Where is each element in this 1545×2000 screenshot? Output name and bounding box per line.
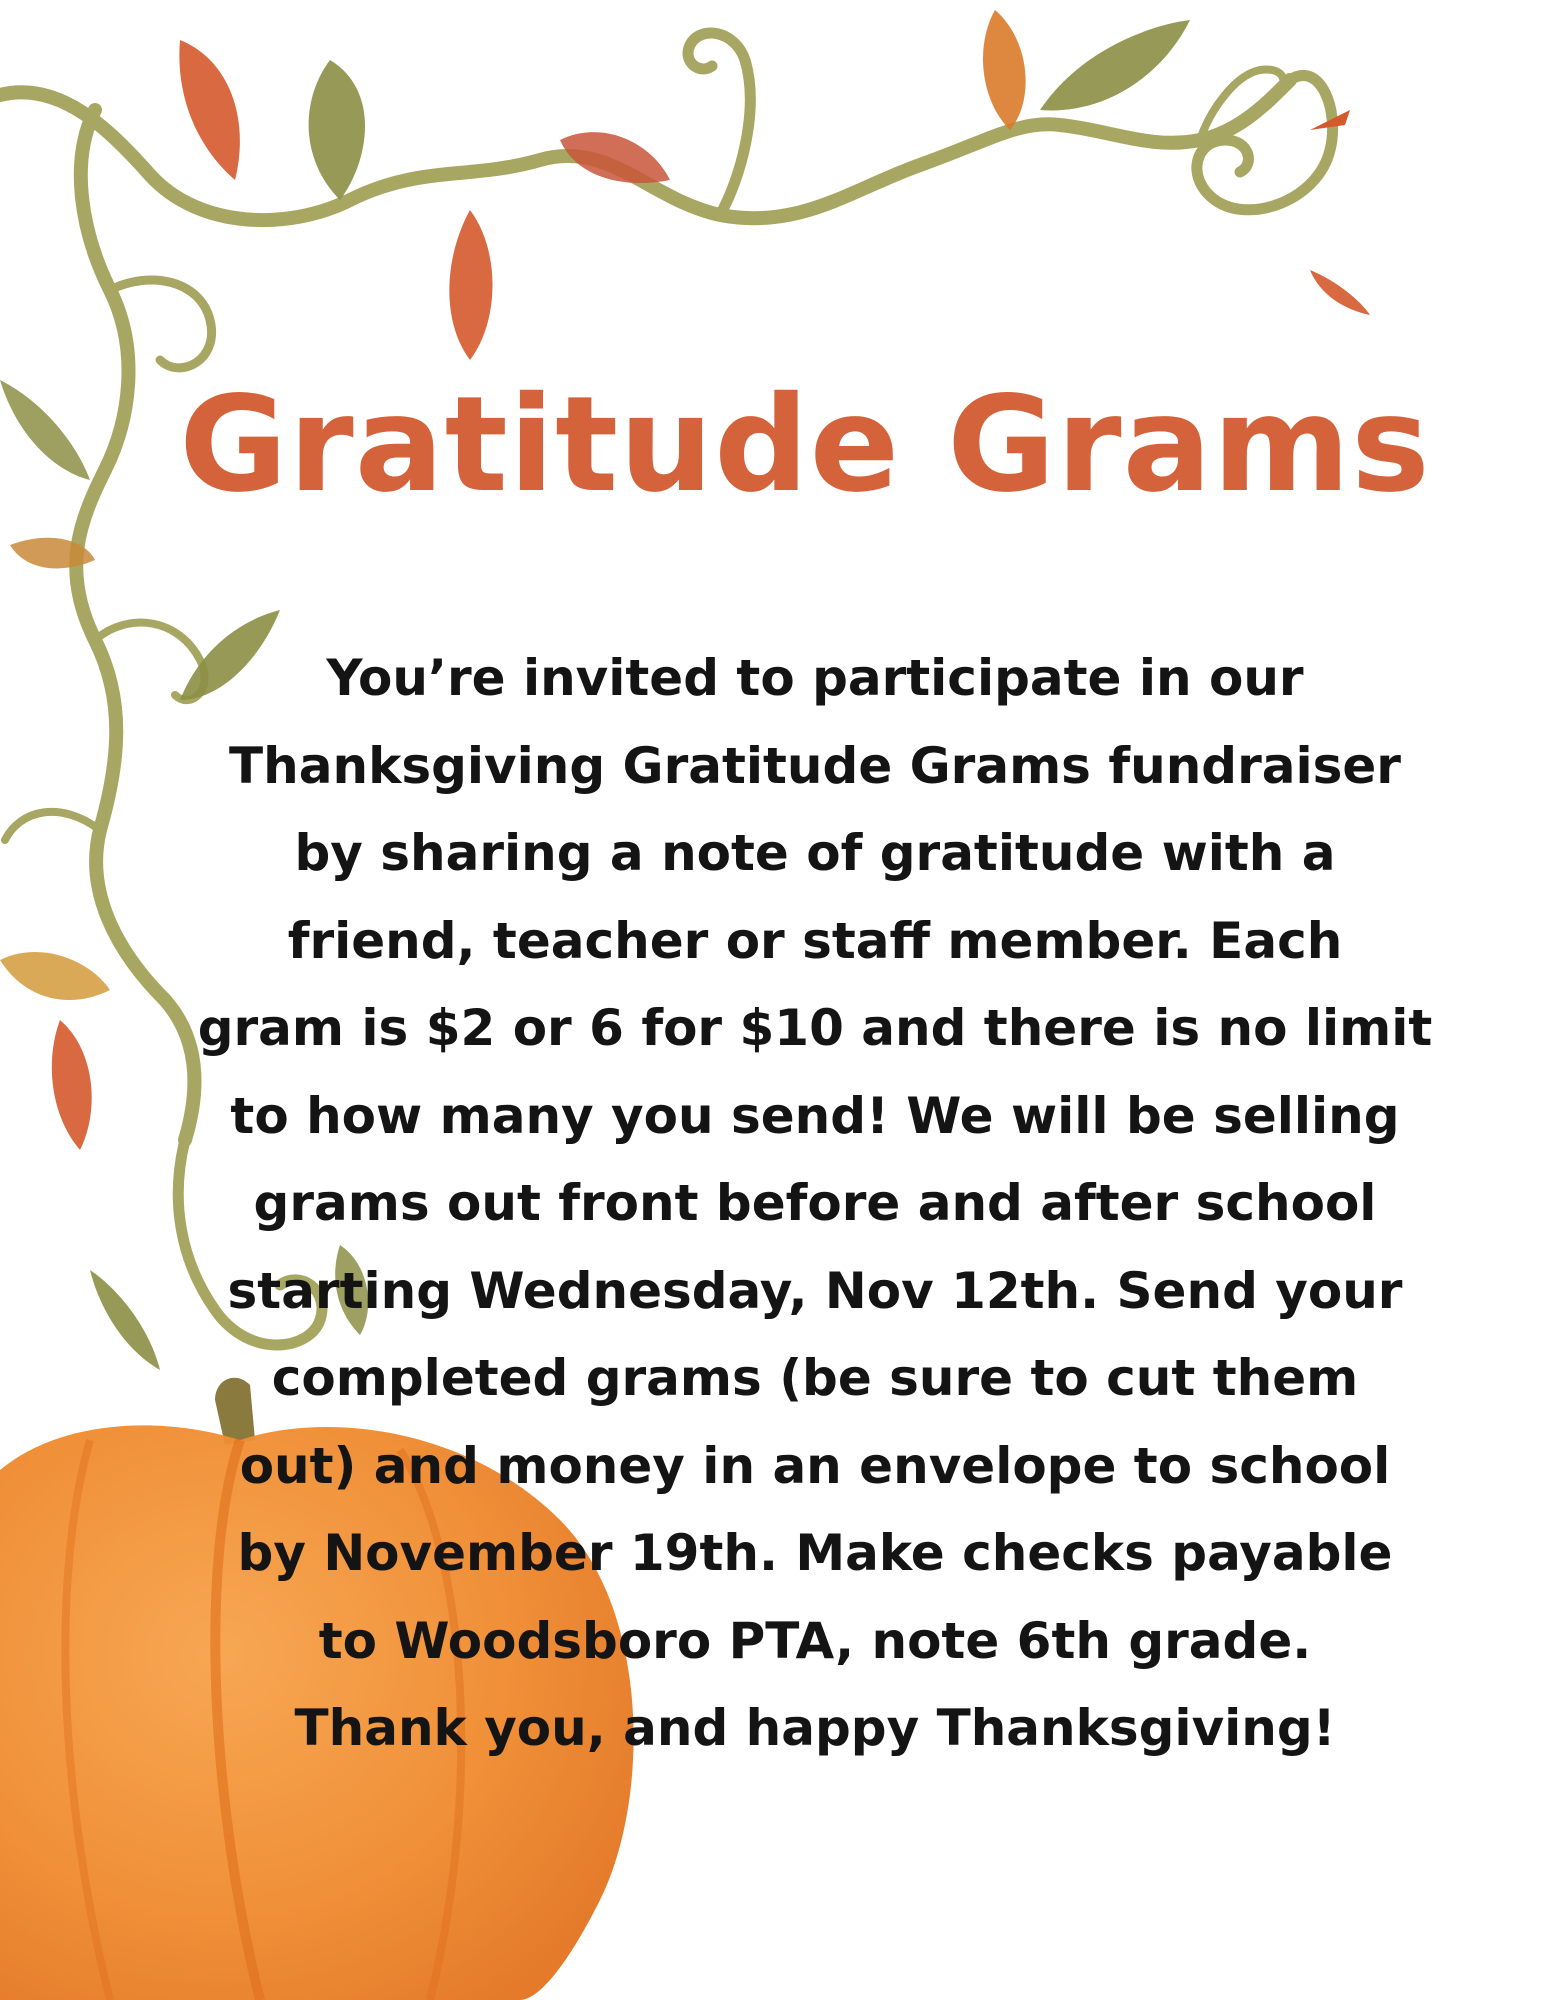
flyer-title: Gratitude Grams	[179, 368, 1431, 522]
body-line: Thanksgiving Gratitude Grams fundraiser	[229, 736, 1401, 795]
body-line: grams out front before and after school	[253, 1174, 1377, 1232]
body-line: starting Wednesday, Nov 12th. Send your	[227, 1261, 1403, 1320]
flyer-body	[160, 635, 1470, 1773]
body-line: to Woodsboro PTA, note 6th grade.	[318, 1611, 1312, 1670]
body-line: by sharing a note of gratitude with a	[294, 824, 1336, 882]
body-line: Thank you, and happy Thanksgiving!	[294, 1699, 1336, 1757]
body-line: by November 19th. Make checks payable	[237, 1524, 1393, 1582]
body-line: completed grams (be sure to cut them	[271, 1349, 1359, 1407]
body-line: out) and money in an envelope to school	[239, 1436, 1391, 1495]
body-line: to how many you send! We will be selling	[230, 1086, 1400, 1145]
body-line: gram is $2 or 6 for $10 and there is no limit	[197, 999, 1433, 1057]
body-line: friend, teacher or staff member. Each	[287, 911, 1343, 970]
body-line: You’re invited to participate in our	[326, 649, 1304, 707]
